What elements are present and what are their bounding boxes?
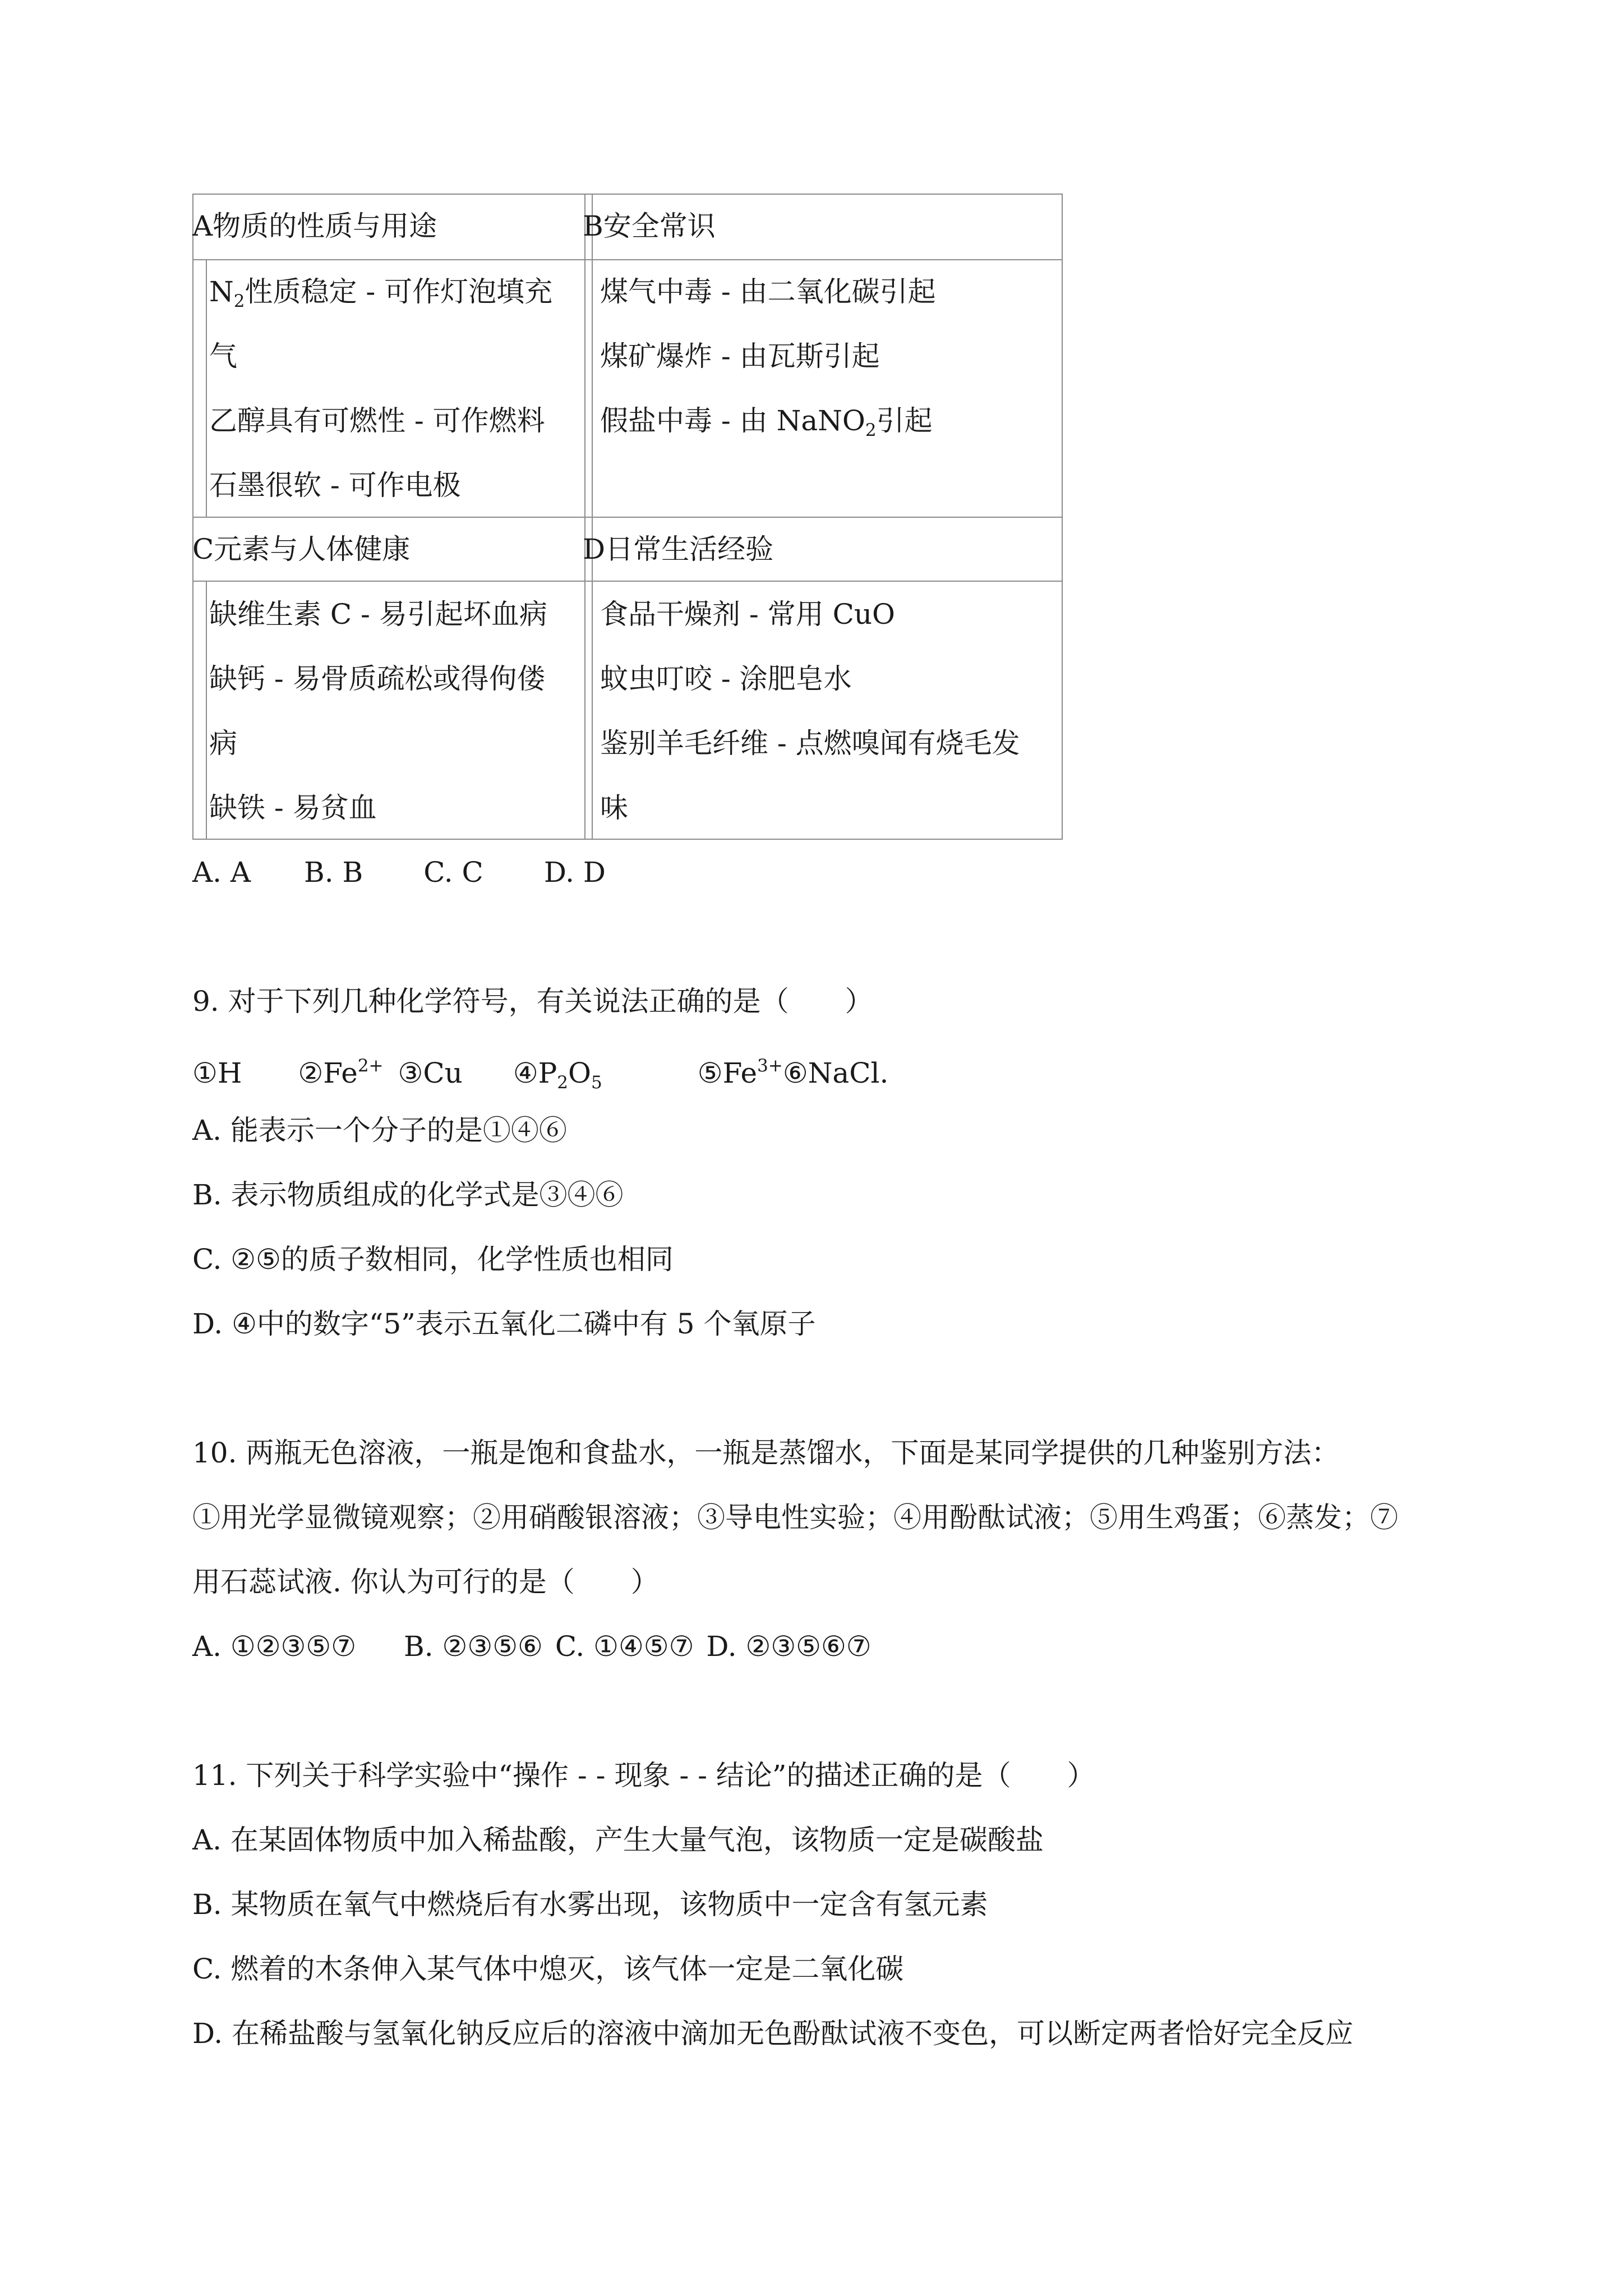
q9-option-c: C. ②⑤的质子数相同，化学性质也相同 bbox=[192, 1243, 674, 1276]
cell-c-header: C元素与人体健康 bbox=[192, 533, 411, 565]
table-border-top bbox=[192, 194, 1063, 195]
q11-option-b: B. 某物质在氧气中燃烧后有水雾出现，该物质中一定含有氢元素 bbox=[192, 1888, 988, 1921]
table-border-center-b bbox=[592, 194, 593, 840]
cell-b-header: B安全常识 bbox=[583, 210, 716, 242]
knowledge-table bbox=[192, 194, 1063, 840]
q11-option-d: D. 在稀盐酸与氢氧化钠反应后的溶液中滴加无色酚酞试液不变色，可以断定两者恰好完全反应 bbox=[192, 2017, 1354, 2050]
cell-b-line-2: 煤矿爆炸 - 由瓦斯引起 bbox=[600, 340, 880, 372]
nano2-subscript: 2 bbox=[865, 420, 877, 440]
table-border-row1 bbox=[192, 259, 1063, 260]
cell-a-line-1 bbox=[209, 275, 553, 315]
q9-symbol-4-sub1: 2 bbox=[557, 1073, 569, 1093]
q9-symbol-2: ②Fe bbox=[298, 1057, 358, 1089]
cell-b-line-1: 煤气中毒 - 由二氧化碳引起 bbox=[600, 275, 936, 308]
table-border-right bbox=[1062, 194, 1063, 840]
cell-d-line-1: 食品干燥剂 - 常用 CuO bbox=[600, 598, 896, 631]
q9-stem: 9. 对于下列几种化学符号，有关说法正确的是（ ） bbox=[192, 985, 873, 1018]
q10-option-d: D. ②③⑤⑥⑦ bbox=[706, 1630, 872, 1663]
cell-a-line-1-text: 性质稳定 - 可作灯泡填充 bbox=[245, 275, 553, 308]
q9-symbol-4-sub2: 5 bbox=[591, 1073, 602, 1093]
cell-d-line-3: 鉴别羊毛纤维 - 点燃嗅闻有烧毛发 bbox=[600, 727, 1020, 760]
q10-stem-line-2: ①用光学显微镜观察；②用硝酸银溶液；③导电性实验；④用酚酞试液；⑤用生鸡蛋；⑥蒸发；⑦ bbox=[192, 1501, 1398, 1534]
cell-c-line-2: 缺钙 - 易骨质疏松或得佝偻 bbox=[209, 662, 545, 695]
q8-option-c: C. C bbox=[423, 856, 483, 889]
table-border-inner-left bbox=[206, 259, 207, 517]
table-border-row3 bbox=[192, 581, 1063, 582]
q9-option-b: B. 表示物质组成的化学式是③④⑥ bbox=[192, 1179, 624, 1211]
q10-option-a: A. ①②③⑤⑦ bbox=[192, 1630, 357, 1663]
cell-d-header: D日常生活经验 bbox=[583, 533, 774, 565]
q10-option-b: B. ②③⑤⑥ bbox=[404, 1630, 543, 1663]
cell-b-line-3-tail: 引起 bbox=[876, 404, 933, 437]
n2-formula: N bbox=[209, 275, 234, 308]
table-border-bottom bbox=[192, 839, 1063, 840]
q10-stem-line-1: 10. 两瓶无色溶液，一瓶是饱和食盐水，一瓶是蒸馏水，下面是某同学提供的几种鉴别方法： bbox=[192, 1437, 1340, 1469]
q9-option-a: A. 能表示一个分子的是①④⑥ bbox=[192, 1114, 567, 1147]
q8-option-d: D. D bbox=[543, 856, 606, 889]
q9-symbol-3: ③Cu bbox=[398, 1057, 463, 1089]
table-border-center-a bbox=[584, 194, 585, 840]
cell-c-line-3: 病 bbox=[209, 727, 237, 760]
q9-symbol-1: ①H bbox=[192, 1057, 242, 1089]
cell-c-line-4: 缺铁 - 易贫血 bbox=[209, 792, 377, 824]
table-border-middle bbox=[192, 517, 1063, 518]
cell-c-line-1: 缺维生素 C - 易引起坏血病 bbox=[209, 598, 547, 631]
q9-symbol-2-sup: 2+ bbox=[357, 1056, 384, 1076]
q8-option-a: A. A bbox=[192, 856, 251, 889]
q10-options bbox=[192, 1630, 872, 1663]
q10-option-c: C. ①④⑤⑦ bbox=[555, 1630, 694, 1663]
q11-option-a: A. 在某固体物质中加入稀盐酸，产生大量气泡，该物质一定是碳酸盐 bbox=[192, 1824, 1044, 1856]
table-border-inner-left bbox=[206, 581, 207, 839]
q11-stem: 11. 下列关于科学实验中“操作 - - 现象 - - 结论”的描述正确的是（ ） bbox=[192, 1759, 1095, 1792]
cell-d-line-2: 蚊虫叮咬 - 涂肥皂水 bbox=[600, 662, 852, 695]
cell-a-line-2: 气 bbox=[209, 340, 237, 372]
q10-stem-line-3: 用石蕊试液. 你认为可行的是（ ） bbox=[192, 1566, 659, 1598]
cell-a-header: A物质的性质与用途 bbox=[192, 210, 437, 242]
q11-option-c: C. 燃着的木条伸入某气体中熄灭，该气体一定是二氧化碳 bbox=[192, 1953, 904, 1985]
q9-symbol-6: ⑥NaCl. bbox=[782, 1057, 889, 1089]
cell-a-line-4: 石墨很软 - 可作电极 bbox=[209, 469, 461, 501]
q9-symbol-5-sup: 3+ bbox=[757, 1056, 783, 1076]
q9-symbol-5: ⑤Fe bbox=[697, 1057, 758, 1089]
n2-subscript: 2 bbox=[233, 291, 245, 311]
cell-b-line-3 bbox=[600, 404, 933, 444]
cell-a-line-3: 乙醇具有可燃性 - 可作燃料 bbox=[209, 404, 545, 437]
table-border-left bbox=[192, 194, 193, 840]
cell-b-line-3-text: 假盐中毒 - 由 NaNO bbox=[600, 404, 865, 437]
q9-symbols bbox=[192, 1052, 888, 1097]
cell-d-line-4: 味 bbox=[600, 792, 628, 824]
q8-options bbox=[192, 856, 606, 889]
q8-option-b: B. B bbox=[304, 856, 363, 889]
q9-symbol-4-mid: O bbox=[568, 1057, 592, 1089]
q9-symbol-4: ④P bbox=[513, 1057, 557, 1089]
q9-option-d: D. ④中的数字“5”表示五氧化二磷中有 5 个氧原子 bbox=[192, 1308, 816, 1340]
